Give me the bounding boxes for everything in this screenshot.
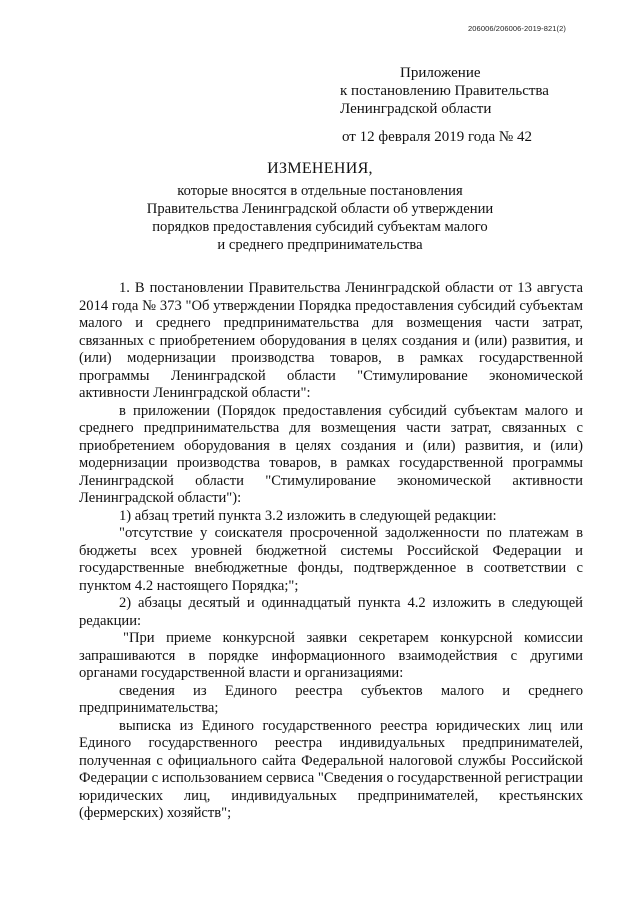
paragraph-1: 1. В постановлении Правительства Ленинградской области от 13 августа 2014 года № 373 "Об утверждении Порядка предоставления субсидий субъектам малого и среднего предпринимательства для возмещения части затрат, связанных с приобретением оборудования в целях создания и (или) развития, и (или) модернизации производства товаров, в рамках государственной программы Ленинградской области "Стимулирование экономической активности Ленинградской области":	[79, 280, 583, 401]
paragraph-3: 1) абзац третий пункта 3.2 изложить в следующей редакции:	[119, 507, 497, 524]
appendix-block	[338, 64, 628, 146]
appendix-line-2: к постановлению Правительства	[340, 83, 549, 99]
title-line-2: Правительства Ленинградской области об утверждении	[146, 201, 494, 217]
appendix-line-1: Приложение	[400, 65, 481, 81]
paragraph-6: "При приеме конкурсной заявки секретарем конкурсной комиссии запрашиваются в порядке информационного взаимодействия с другими органами государственной власти и организациями:	[79, 630, 583, 681]
document-title	[80, 160, 560, 254]
title-line-4: и среднего предпринимательства	[217, 237, 423, 253]
paragraph-8: выписка из Единого государственного реестра юридических лиц или Единого государственного реестра индивидуальных предпринимателей, полученная с официального сайта Федеральной налоговой службы Российской Федерации с использованием сервиса "Сведения о государственной регистрации юридических лиц, индивидуальных предпринимателей, крестьянских (фермерских) хозяйств";	[79, 717, 583, 821]
title-line-1: которые вносятся в отдельные постановления	[177, 183, 463, 199]
appendix-line-3: Ленинградской области	[340, 101, 492, 117]
title-line-3: порядков предоставления субсидий субъектам малого	[152, 219, 488, 235]
paragraph-4: "отсутствие у соискателя просроченной задолженности по платежам в бюджеты всех уровней бюджетной системы Российской Федерации и государственные внебюджетные фонды, подтвержденное в соответствии с пунктом 4.2 настоящего Порядка;";	[79, 525, 583, 594]
title-heading: ИЗМЕНЕНИЯ,	[267, 160, 373, 177]
paragraph-2: в приложении (Порядок предоставления субсидий субъектам малого и среднего предпринимательства для возмещения части затрат, связанных с приобретением оборудования в целях создания и (или) развития, и (или) модернизации производства товаров, в рамках государственной программы Ленинградской области "Стимулирование экономической активности Ленинградской области"):	[79, 402, 583, 506]
paragraph-7: сведения из Единого реестра субъектов малого и среднего предпринимательства;	[79, 682, 583, 716]
document-body	[79, 280, 583, 823]
paragraph-5: 2) абзацы десятый и одиннадцатый пункта 4.2 изложить в следующей редакции:	[79, 595, 583, 629]
appendix-date: от 12 февраля 2019 года № 42	[342, 129, 532, 145]
document-stamp: 206006/206006-2019-821(2)	[468, 24, 566, 33]
